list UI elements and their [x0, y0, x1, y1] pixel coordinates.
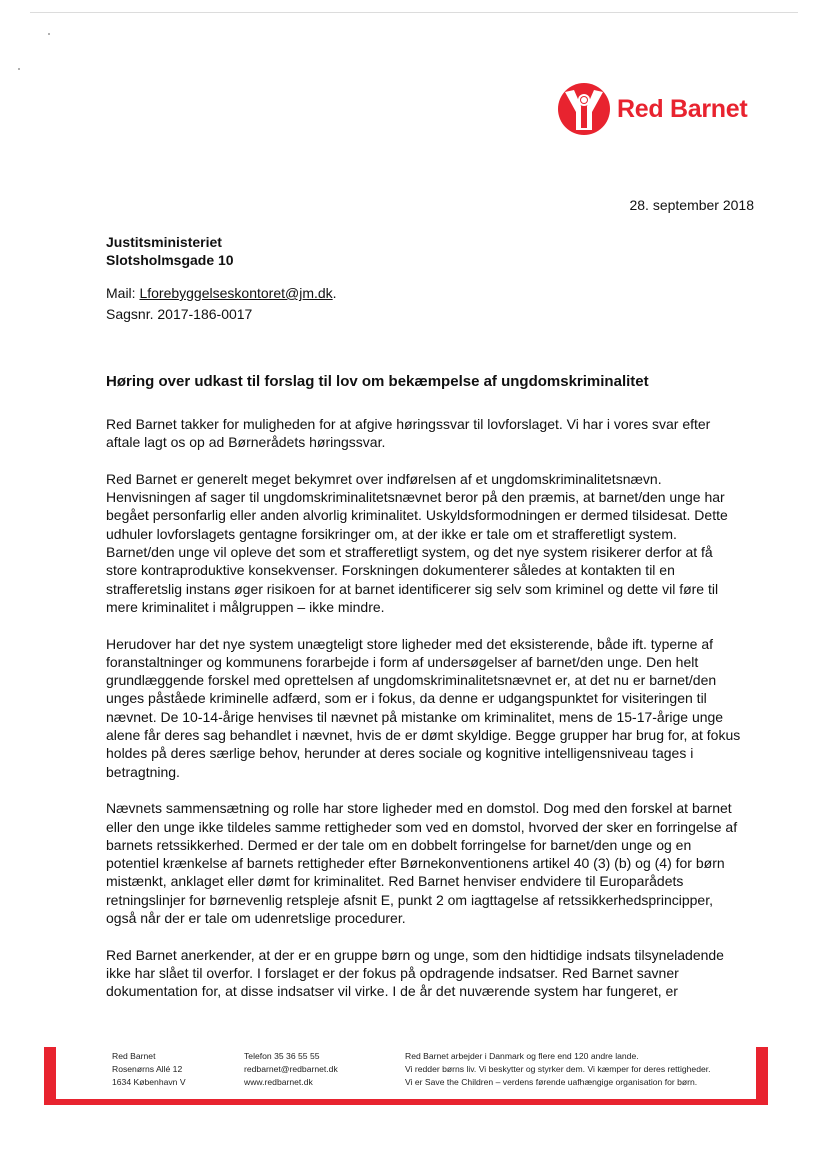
scan-top-line: [30, 12, 798, 13]
letter-date: 28. september 2018: [629, 197, 754, 213]
recipient-name: Justitsministeriet: [106, 234, 222, 250]
footer-email[interactable]: redbarnet@redbarnet.dk: [244, 1064, 338, 1074]
scan-speck: [48, 33, 50, 35]
red-barnet-logo: [557, 82, 747, 136]
letter-body: [106, 415, 746, 1019]
mail-line: [106, 283, 337, 304]
body-paragraph: Red Barnet takker for muligheden for at afgive høringssvar til lovforslaget. Vi har i vores svar efter aftale lagt os op ad Børnerådets høringssvar.: [106, 416, 711, 451]
footer-bar-right: [756, 1047, 768, 1105]
footer-city: 1634 København V: [112, 1077, 186, 1087]
footer-street: Rosenørns Allé 12: [112, 1064, 183, 1074]
footer-about-line: Vi er Save the Children – verdens førende uafhængige organisation for børn.: [405, 1077, 698, 1087]
footer-website[interactable]: www.redbarnet.dk: [244, 1077, 313, 1087]
body-paragraph: Red Barnet er generelt meget bekymret over indførelsen af et ungdomskriminalitetsnævn. Henvisningen af sager til ungdomskriminalitetsnævnet beror på den præmis, at barnet/den unge har begået personfarlig eller anden alvorlig kriminalitet. Uskyldsformodningen er dermed tilsidesat. Dette udhuler lovforslagets gentagne forsikringer om, at der ikke er tale om et strafferetligt system. Barnet/den unge vil opleve det som et strafferetligt system, og det nye system risikerer derfor at få store kontraproduktive konsekvenser. Forskningen dokumenterer således at kontakten til en strafferetslig instans øger risikoen for at barnet identificerer sig selv som kriminel og dette vil føre til mere kriminalitet i målgruppen – ikke mindre.: [106, 470, 728, 615]
red-barnet-emblem-icon: [557, 82, 611, 136]
letter-subject: Høring over udkast til forslag til lov om bekæmpelse af ungdomskriminalitet: [106, 373, 649, 390]
mail-link[interactable]: Lforebyggelseskontoret@jm.dk: [139, 285, 333, 301]
recipient-block: [106, 233, 234, 269]
footer-about-line: Vi redder børns liv. Vi beskytter og styrker dem. Vi kæmper for deres rettigheder.: [405, 1064, 711, 1074]
footer-bar-left: [44, 1047, 56, 1105]
contact-meta: [106, 283, 337, 325]
body-paragraph: Red Barnet anerkender, at der er en gruppe børn og unge, som den hidtidige indsats tilsyneladende ikke har slået til overfor. I forslaget er der fokus på opdragende indsatser. Red Barnet savner dokumentation for, at disse indsatser vil virke. I de år det nuværende system har fungeret, er: [106, 946, 724, 1000]
footer-contact: [244, 1050, 338, 1089]
footer-bar-bottom: [44, 1099, 768, 1105]
footer-about-line: Red Barnet arbejder i Danmark og flere end 120 andre lande.: [405, 1051, 639, 1061]
footer-about: [405, 1050, 711, 1089]
body-paragraph: Herudover har det nye system unægteligt store ligheder med det eksisterende, både ift. typerne af foranstaltninger og kommunens forarbejde i form af undersøgelser af barnet/den unge. Den helt grundlæggende forskel med oprettelsen af ungdomskriminalitetsnævnet er, at det nu er barnet/den unges påståede kriminelle adfærd, som er i fokus, da denne er udgangspunktet for visiteringen til nævnet. De 10-14-årige henvises til nævnet på mistanke om kriminalitet, mens de 15-17-årige unge alene får deres sag behandlet i nævnet, hvis de er dømt skyldige. Begge grupper har brug for, at fokus holdes på deres særlige behov, herunder at deres sociale og kognitive intelligensniveau tages i betragtning.: [106, 635, 741, 780]
logo-wordmark: Red Barnet: [617, 94, 748, 123]
body-paragraph: Nævnets sammensætning og rolle har store ligheder med en domstol. Dog med den forskel at barnet eller den unge ikke tildeles samme rettigheder som ved en domstol, hvorved der sker en forringelse af barnets retssikkerhed. Dermed er der tale om en dobbelt forringelse for barnet/den unge og en potentiel krænkelse af barnets rettigheder efter Børnekonventionens artikel 40 (3) (b) og (4) for børn mistænkt, anklaget eller dømt for kriminalitet. Red Barnet henviser endvidere til Europarådets retningslinjer for børnevenlig retspleje afsnit E, punkt 2 om iagttagelse af retssikkerhedsprincipper, også når der er tale om udenretslige procedurer.: [106, 800, 738, 927]
mail-label: Mail:: [106, 285, 140, 301]
footer-address: [112, 1050, 186, 1089]
recipient-address: Slotsholmsgade 10: [106, 252, 234, 268]
scan-speck: [18, 68, 20, 70]
letter-footer: [44, 1047, 768, 1115]
footer-org-name: Red Barnet: [112, 1051, 156, 1061]
case-number: Sagsnr. 2017-186-0017: [106, 306, 253, 322]
mail-suffix: .: [332, 285, 337, 301]
footer-phone: Telefon 35 36 55 55: [244, 1051, 320, 1061]
